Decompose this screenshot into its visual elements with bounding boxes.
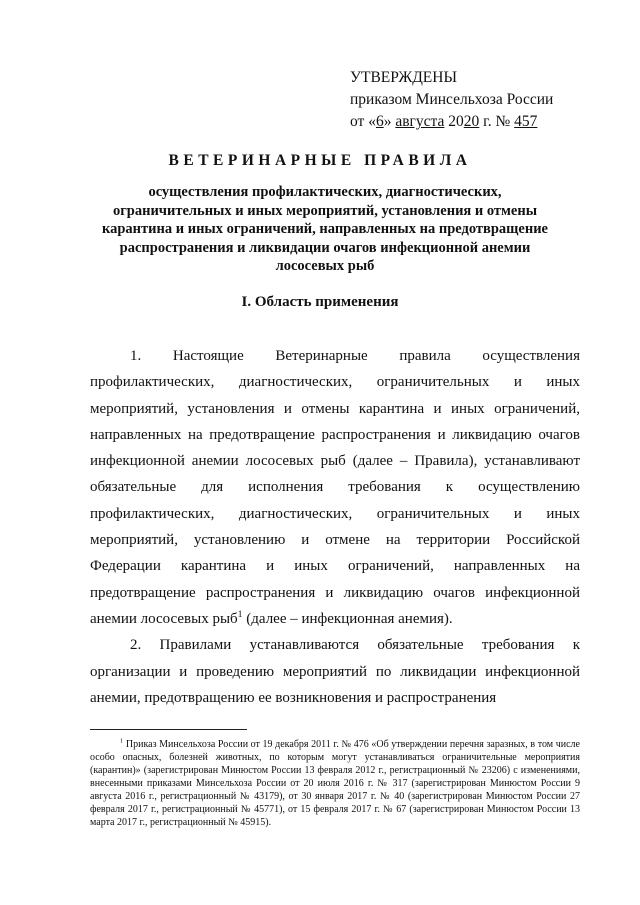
- approval-number-label: г. №: [483, 113, 511, 130]
- footnote: [90, 738, 580, 829]
- approval-stamp: [350, 67, 590, 133]
- approval-year: 20: [463, 113, 480, 130]
- approval-title: УТВЕРЖДЕНЫ: [350, 69, 457, 86]
- footnote-mark: 1: [120, 737, 124, 745]
- approval-date-prefix: от «: [350, 113, 376, 130]
- approval-order-line: приказом Минсельхоза России: [350, 91, 554, 108]
- paragraph-1-tail: (далее – инфекционная анемия).: [242, 610, 453, 627]
- paragraph-1: [90, 343, 580, 632]
- footnote-divider: [90, 729, 247, 730]
- footnote-text: Приказ Минсельхоза России от 19 декабря 2011 г. № 476 «Об утверждении перечня заразных, в том числе особо опасных, болезней животных, по которым могут устанавливаться ограничительные мероприятия (карантин)» (зарегистрирован Минюстом России 13 февраля 2012 г., регистрационный № 23206) с изменениями, внесенными приказами Минсельхоза России от 20 июля 2016 г. № 317 (зарегистрирован Минюстом России 9 августа 2016 г., регистрационный № 43179), от 30 января 2017 г. № 40 (зарегистрирован Минюстом России 27 февраля 2017 г., регистрационный № 45771), от 15 февраля 2017 г. № 67 (зарегистрирован Минюстом России 13 марта 2017 г., регистрационный № 45915).: [90, 739, 580, 828]
- approval-date-mid: »: [383, 113, 392, 130]
- paragraph-1-text: 1. Настоящие Ветеринарные правила осуществления профилактических, диагностических, ограничительных и иных мероприятий, установления и отмены карантина и иных ограничений, направленных на предотвращение распространения и ликвидацию очагов инфекционной анемии лососевых рыб (далее – Правила), устанавливают обязательные для исполнения требования к осуществлению профилактических, диагностических, ограничительных и иных мероприятий, установлению и отмене на территории Российской Федерации карантина и иных ограничений, направленных на предотвращение распространения и ликвидацию очагов инфекционной анемии лососевых рыб: [90, 348, 580, 627]
- body-text: [90, 343, 580, 711]
- paragraph-2: 2. Правилами устанавливаются обязательные требования к организации и проведению мероприятий по ликвидации инфекционной анемии, предотвращению ее возникновения и распространения: [90, 637, 580, 706]
- footnote-1: [90, 738, 580, 829]
- approval-month: августа: [395, 113, 445, 130]
- document-subtitle: осуществления профилактических, диагностических, ограничительных и иных мероприятий, установления и отмены карантина и иных ограничений, направленных на предотвращение распространения и ликвидации очагов инфекционной анемии лососевых рыб: [101, 184, 548, 274]
- document-title: ВЕТЕРИНАРНЫЕ ПРАВИЛА: [168, 152, 472, 169]
- approval-day: 6: [375, 113, 384, 130]
- approval-year-prefix: 20: [448, 113, 464, 130]
- approval-number: 457: [514, 113, 538, 130]
- section-heading: I. Область применения: [241, 294, 399, 310]
- footnote-ref[interactable]: 1: [237, 608, 243, 620]
- approval-date-line: [350, 111, 590, 133]
